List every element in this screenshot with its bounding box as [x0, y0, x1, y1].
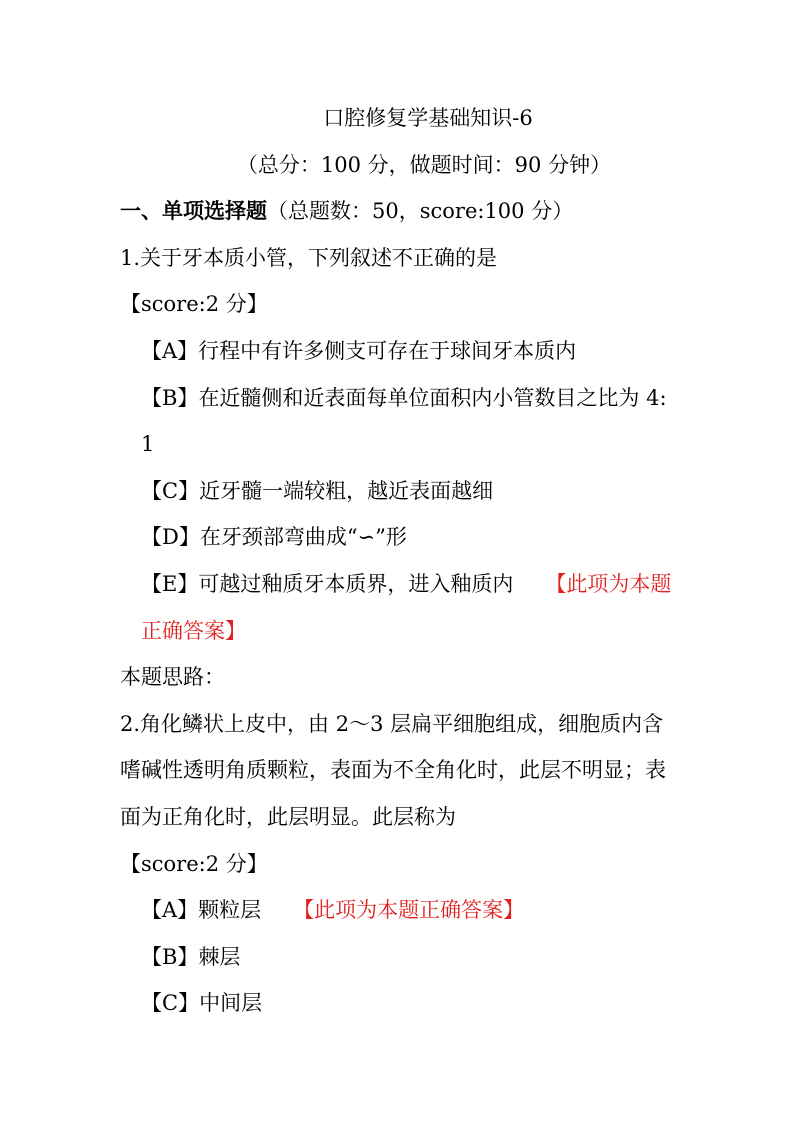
option-c	[120, 468, 676, 515]
option-c	[120, 980, 676, 1027]
option-label: 【B】	[141, 944, 199, 969]
option-text: 行程中有许多侧支可存在于球间牙本质内	[198, 338, 577, 363]
question-2	[120, 701, 676, 1027]
option-label: 【C】	[141, 991, 200, 1016]
option-text: 颗粒层	[198, 898, 262, 923]
document-page	[120, 95, 676, 1027]
option-text: 在牙颈部弯曲成“∽”形	[199, 525, 407, 550]
section-meta: （总题数：50，score:100 分）	[267, 199, 574, 224]
option-text: 棘层	[198, 944, 241, 969]
option-b	[120, 934, 676, 981]
question-1	[120, 235, 676, 701]
option-a	[120, 887, 676, 934]
section-heading	[120, 188, 676, 235]
correct-answer-marker: 【此项为本题正确答案】	[141, 571, 672, 643]
document-title: 口腔修复学基础知识-6	[323, 106, 533, 130]
option-label: 【C】	[141, 478, 200, 503]
option-e	[120, 561, 676, 654]
option-label: 【A】	[141, 338, 199, 363]
question-score: 【score:2 分】	[120, 851, 268, 876]
option-label: 【B】	[141, 385, 199, 410]
question-score: 【score:2 分】	[120, 292, 268, 317]
explanation-label: 本题思路：	[120, 665, 225, 690]
question-stem: 1.关于牙本质小管，下列叙述不正确的是	[120, 245, 498, 270]
option-label: 【A】	[141, 898, 199, 923]
document-subtitle: （总分：100 分，做题时间：90 分钟）	[236, 152, 612, 177]
option-text: 可越过釉质牙本质界，进入釉质内	[198, 571, 514, 596]
option-a	[120, 328, 676, 375]
option-d	[120, 514, 676, 561]
option-label: 【E】	[141, 571, 199, 596]
question-stem: 2.角化鳞状上皮中，由 2～3 层扁平细胞组成，细胞质内含嗜碱性透明角质颗粒，表面为不全角化时，此层不明显；表面为正角化时，此层明显。此层称为	[120, 711, 666, 829]
section-title: 一、单项选择题	[120, 198, 267, 224]
correct-answer-marker: 【此项为本题正确答案】	[293, 898, 525, 923]
option-label: 【D】	[141, 525, 200, 550]
option-text: 中间层	[199, 991, 263, 1016]
option-b	[120, 375, 676, 468]
option-text: 近牙髓一端较粗，越近表面越细	[199, 478, 494, 503]
option-text: 在近髓侧和近表面每单位面积内小管数目之比为 4:1	[141, 385, 667, 457]
